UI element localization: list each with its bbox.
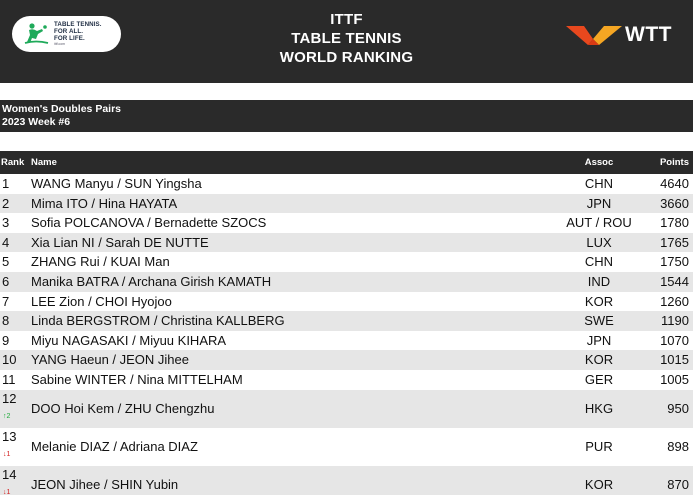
column-header-assoc: Assoc xyxy=(584,157,614,168)
rank-cell: 2 xyxy=(2,195,10,211)
points-cell: 1750 xyxy=(660,254,689,270)
pair-name-cell: LEE Zion / CHOI Hyojoo xyxy=(31,293,172,309)
rank-cell: 6 xyxy=(2,273,10,289)
rank-cell: 1 xyxy=(2,176,10,191)
table-row xyxy=(0,311,693,331)
assoc-cell: KOR xyxy=(584,293,614,309)
points-cell: 1544 xyxy=(660,273,689,289)
logo-line: FOR ALL. xyxy=(54,27,84,35)
points-cell: 870 xyxy=(667,476,689,492)
points-cell: 1765 xyxy=(660,234,689,250)
points-cell: 898 xyxy=(667,438,689,454)
table-row xyxy=(0,466,693,495)
table-tennis-player-icon xyxy=(23,21,50,47)
rank-cell: 14 xyxy=(2,466,17,482)
logo-line: TABLE TENNIS. xyxy=(54,21,102,28)
ittf-logo xyxy=(12,16,121,52)
table-row xyxy=(0,350,693,370)
pair-name-cell: Sabine WINTER / Nina MITTELHAM xyxy=(31,371,243,387)
table-header xyxy=(0,151,693,174)
logo-line: FOR LIFE. xyxy=(54,34,85,42)
assoc-cell: PUR xyxy=(585,438,613,454)
rank-cell: 5 xyxy=(2,254,10,270)
points-cell: 950 xyxy=(667,400,689,416)
table-row xyxy=(0,428,693,466)
points-cell: 3660 xyxy=(660,195,689,211)
table-row xyxy=(0,292,693,312)
assoc-cell: JPN xyxy=(586,332,612,348)
pair-name-cell: DOO Hoi Kem / ZHU Chengzhu xyxy=(31,400,215,416)
rank-cell: 8 xyxy=(2,313,10,329)
pair-name-cell: WANG Manyu / SUN Yingsha xyxy=(31,176,202,191)
column-header-name: Name xyxy=(31,157,57,168)
ittf-logo-text xyxy=(54,22,116,47)
table-row xyxy=(0,390,693,428)
ranking-title xyxy=(200,10,493,67)
category-bar xyxy=(0,100,693,132)
title-line: WORLD RANKING xyxy=(279,49,414,66)
points-cell: 1015 xyxy=(660,352,689,368)
pair-name-cell: Xia Lian NI / Sarah DE NUTTE xyxy=(31,234,209,250)
rank-cell: 11 xyxy=(2,371,16,387)
pair-name-cell: Manika BATRA / Archana Girish KAMATH xyxy=(31,273,272,289)
assoc-cell: KOR xyxy=(584,352,614,368)
pair-name-cell: Melanie DIAZ / Adriana DIAZ xyxy=(31,438,198,454)
wtt-wordmark: WTT xyxy=(625,23,672,46)
points-cell: 4640 xyxy=(660,176,689,191)
title-line: TABLE TENNIS xyxy=(291,30,402,47)
category-label: Women's Doubles Pairs xyxy=(2,103,122,115)
rank-cell: 9 xyxy=(2,332,10,348)
rank-cell: 12 xyxy=(2,390,17,406)
rank-cell: 3 xyxy=(2,215,10,231)
table-row xyxy=(0,194,693,214)
assoc-cell: GER xyxy=(584,371,614,387)
rank-down-indicator: ↓1 xyxy=(3,488,11,495)
points-cell: 1070 xyxy=(660,332,689,348)
pair-name-cell: Miyu NAGASAKI / Miyuu KIHARA xyxy=(31,332,227,348)
points-cell: 1005 xyxy=(660,371,689,387)
column-header-rank: Rank xyxy=(1,157,25,168)
assoc-cell: SWE xyxy=(584,313,614,329)
wtt-logo xyxy=(566,23,676,47)
rank-cell: 7 xyxy=(2,293,10,309)
table-row xyxy=(0,272,693,292)
assoc-cell: CHN xyxy=(584,176,614,191)
rank-cell: 13 xyxy=(2,428,17,444)
points-cell: 1260 xyxy=(660,293,689,309)
pair-name-cell: Sofia POLCANOVA / Bernadette SZOCS xyxy=(31,215,267,231)
assoc-cell: KOR xyxy=(584,476,614,492)
assoc-cell: HKG xyxy=(584,400,614,416)
ranking-table-body xyxy=(0,174,693,495)
period-label: 2023 Week #6 xyxy=(2,116,71,128)
title-line: ITTF xyxy=(330,11,363,28)
assoc-cell: JPN xyxy=(586,195,612,211)
pair-name-cell: YANG Haeun / JEON Jihee xyxy=(31,352,189,368)
header-bar xyxy=(0,0,693,83)
table-row xyxy=(0,370,693,390)
pair-name-cell: ZHANG Rui / KUAI Man xyxy=(31,254,170,270)
rank-up-indicator: ↑2 xyxy=(3,412,11,420)
pair-name-cell: Mima ITO / Hina HAYATA xyxy=(31,195,178,211)
table-row xyxy=(0,331,693,351)
table-row xyxy=(0,233,693,253)
wtt-chevron-icon xyxy=(566,23,622,47)
rank-cell: 4 xyxy=(2,234,10,250)
table-row xyxy=(0,252,693,272)
assoc-cell: LUX xyxy=(586,234,612,250)
points-cell: 1780 xyxy=(660,215,689,231)
assoc-cell: AUT / ROU xyxy=(566,215,632,231)
logo-url: ittf.com xyxy=(54,42,65,47)
pair-name-cell: Linda BERGSTROM / Christina KALLBERG xyxy=(31,313,285,329)
table-row xyxy=(0,174,693,194)
table-row xyxy=(0,213,693,233)
rank-down-indicator: ↓1 xyxy=(3,450,11,458)
pair-name-cell: JEON Jihee / SHIN Yubin xyxy=(31,476,179,492)
assoc-cell: CHN xyxy=(584,254,614,270)
column-header-points: Points xyxy=(659,157,689,168)
assoc-cell: IND xyxy=(587,273,611,289)
points-cell: 1190 xyxy=(661,313,689,329)
rank-cell: 10 xyxy=(2,352,17,368)
